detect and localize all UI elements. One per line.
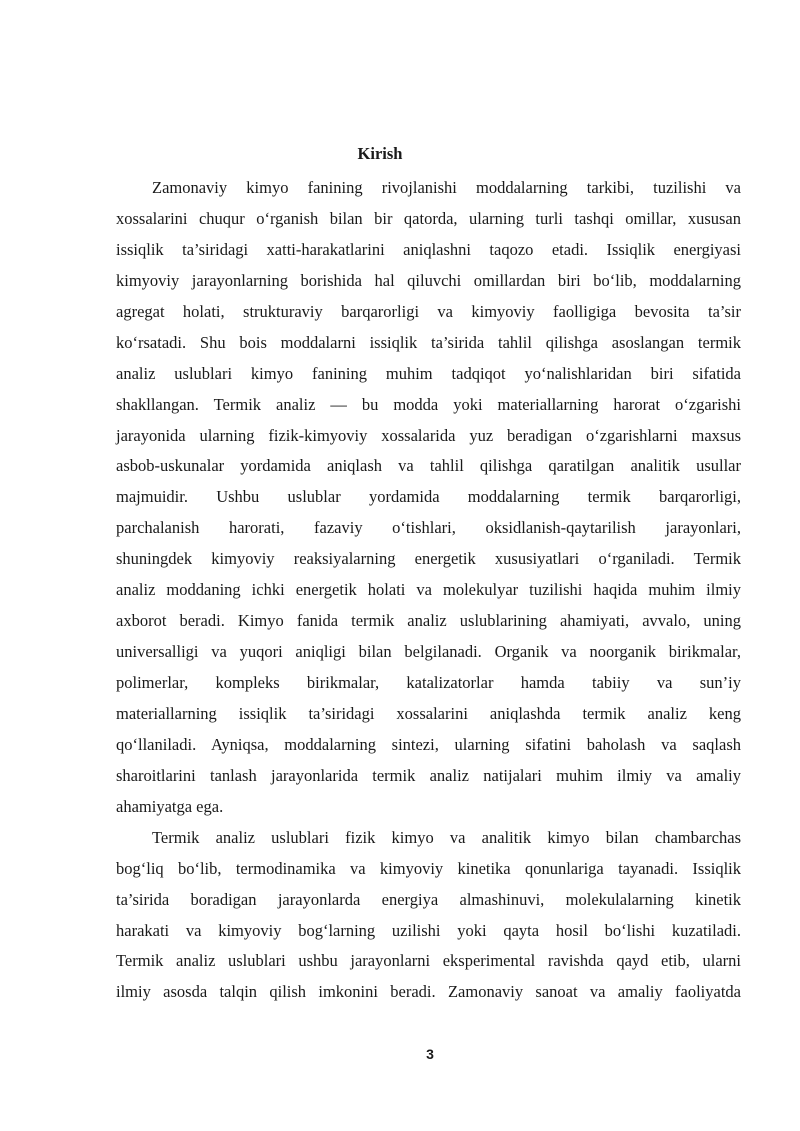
text-line: shuningdek kimyoviy reaksiyalarning energetik xususiyatlari o‘rganiladi. Termik xyxy=(116,549,741,569)
text-line: polimerlar, kompleks birikmalar, katalizatorlar hamda tabiiy va sun’iy xyxy=(116,673,741,692)
text-line: qo‘llaniladi. Ayniqsa, moddalarning sintezi, ularning sifatini baholash va saqlash xyxy=(116,734,741,754)
body-text xyxy=(116,173,741,1008)
text-line: shakllangan. Termik analiz — bu modda yoki materiallarning harorat o‘zgarishi xyxy=(116,394,741,414)
text-line: sharoitlarini tanlash jarayonlarida termik analiz natijalari muhim ilmiy va amaliy xyxy=(116,765,741,785)
text-line: issiqlik ta’siridagi xatti-harakatlarini aniqlashni taqozo etadi. Issiqlik energiyasi xyxy=(116,239,741,259)
text-line: agregat holati, strukturaviy barqarorligi va kimyoviy faolligiga bevosita ta’sir xyxy=(116,301,741,321)
text-line: universalligi va yuqori aniqligi bilan belgilanadi. Organik va noorganik birikmalar, xyxy=(116,642,741,662)
text-line: kimyoviy jarayonlarning borishida hal qiluvchi omillardan biri bo‘lib, moddalarning xyxy=(116,270,741,290)
text-line: axborot beradi. Kimyo fanida termik analiz uslublarining ahamiyati, avvalo, uning xyxy=(116,611,741,631)
text-line: analiz uslublari kimyo fanining muhim tadqiqot yo‘nalishlaridan biri sifatida xyxy=(116,363,741,383)
text-line: ko‘rsatadi. Shu bois moddalarni issiqlik ta’sirida tahlil qilishga asoslangan termik xyxy=(116,332,741,352)
text-line: materiallarning issiqlik ta’siridagi xossalarini aniqlashda termik analiz keng xyxy=(116,703,741,723)
text-line: majmuidir. Ushbu uslublar yordamida moddalarning termik barqarorligi, xyxy=(116,487,741,507)
text-line: harakati va kimyoviy bog‘larning uzilishi yoki qayta hosil bo‘lishi kuzatiladi. xyxy=(116,920,741,940)
text-line: Termik analiz uslublari ushbu jarayonlarni eksperimental ravishda qayd etib, ularni xyxy=(116,951,741,971)
section-heading: Kirish xyxy=(357,144,403,163)
text-line: ahamiyatga ega. xyxy=(116,796,224,816)
text-line: jarayonida ularning fizik-kimyoviy xossalarida yuz beradigan o‘zgarishlarni maxsus xyxy=(116,425,741,445)
text-line: parchalanish harorati, fazaviy o‘tishlari, oksidlanish-qaytarilish jarayonlari, xyxy=(116,518,741,538)
text-line: analiz moddaning ichki energetik holati va molekulyar tuzilishi haqida muhim ilmiy xyxy=(116,580,741,600)
page-number: 3 xyxy=(426,1046,434,1062)
text-line: bog‘liq bo‘lib, termodinamika va kimyoviy kinetika qonunlariga tayanadi. Issiqlik xyxy=(116,858,741,878)
text-line: xossalarini chuqur o‘rganish bilan bir qatorda, ularning turli tashqi omillar, xususan xyxy=(116,208,741,228)
text-line: Termik analiz uslublari fizik kimyo va analitik kimyo bilan chambarchas xyxy=(152,827,741,847)
text-line: Zamonaviy kimyo fanining rivojlanishi moddalarning tarkibi, tuzilishi va xyxy=(152,178,741,197)
text-line: asbob-uskunalar yordamida aniqlash va tahlil qilishga qaratilgan analitik usullar xyxy=(116,456,741,476)
text-line: ta’sirida boradigan jarayonlarda energiya almashinuvi, molekulalarning kinetik xyxy=(116,889,741,909)
text-line: ilmiy asosda talqin qilish imkonini beradi. Zamonaviy sanoat va amaliy faoliyatda xyxy=(116,982,741,1002)
